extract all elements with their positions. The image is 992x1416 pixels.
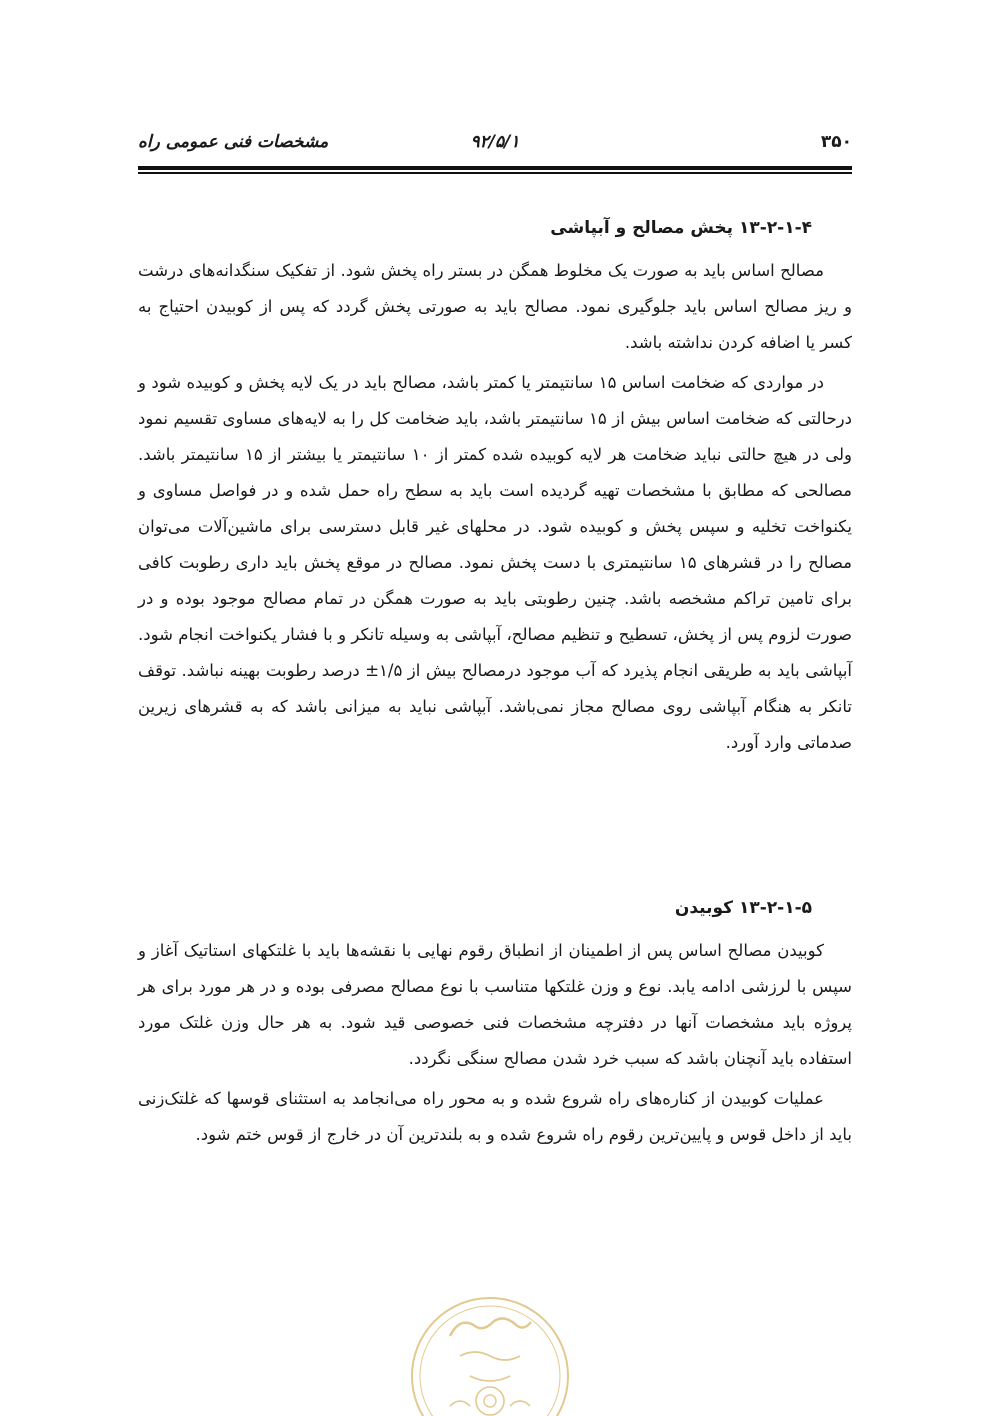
paragraph: مصالح اساس باید به صورت یک مخلوط همگن در بستر راه پخش شود. از تفکیک سنگدانه‌های درشت و ریز مصالح اساس باید جلوگیری نمود. مصالح باید به صورتی پخش گردد که پس از کوبیدن احتیاج به کسر یا اضافه کردن نداشته باشد.	[138, 261, 852, 352]
paragraph: کوبیدن مصالح اساس پس از اطمینان از انطباق رقوم نهایی با نقشه‌ها باید با غلتکهای استاتیک آغاز و سپس با لرزشی ادامه یابد. نوع و وزن غلتکها متناسب با نوع مصالح مصرفی بوده و در هر مورد برای هر پروژه باید مشخصات آنها در دفترچه مشخصات فنی خصوصی قید شود. به هر حال وزن غلتک مورد استفاده باید آنچنان باشد که سبب خرد شدن مصالح سنگی نگردد.	[138, 941, 852, 1068]
section-compaction	[138, 893, 852, 1153]
paragraph: عملیات کوبیدن از کناره‌های راه شروع شده و به محور راه می‌انجامد به استثنای قوسها که غلتک‌زنی باید از داخل قوس و پایین‌ترین رقوم راه شروع شده و به بلندترین آن در خارج از قوس ختم شود.	[138, 1089, 852, 1144]
header-title: مشخصات فنی عمومی راه	[138, 132, 329, 152]
seal-watermark	[390, 1276, 590, 1416]
paragraph: در مواردی که ضخامت اساس ۱۵ سانتیمتر یا کمتر باشد، مصالح باید در یک لایه پخش و کوبیده شود و درحالتی که ضخامت اساس بیش از ۱۵ سانتیمتر باشد، باید ضخامت کل را به لایه‌های مساوی تقسیم نمود ولی در هیچ حالتی نباید ضخامت هر لایه کوبیده شده کمتر از ۱۰ سانتیمتر یا بیشتر از ۱۵ سانتیمتر باشد. مصالحی که مطابق با مشخصات تهیه گردیده است باید به سطح راه حمل شده و در فواصل مساوی و یکنواخت تخلیه و سپس پخش و کوبیده شود. در محلهای غیر قابل دسترسی برای ماشین‌آلات می‌توان مصالح را در قشرهای ۱۵ سانتیمتری با دست پخش نمود. مصالح در موقع پخش باید داری رطوبت کافی برای تامین تراکم مشخصه باشد. چنین رطوبتی باید به صورت همگن در تمام مصالح موجود بوده و در صورت لزوم پس از پخش، تسطیح و تنظیم مصالح، آبپاشی به وسیله تانکر و با فشار یکنواخت انجام شود. آبپاشی باید به طریقی انجام پذیرد که آب موجود درمصالح بیش از ۱/۵± درصد رطوبت بهینه نباشد. توقف تانکر به هنگام آبپاشی روی مصالح مجاز نمی‌باشد. آبپاشی نباید به میزانی باشد که به قشرهای زیرین صدماتی وارد آورد.	[138, 373, 852, 752]
section-heading: ۱۳-۲-۱-۴ پخش مصالح و آبپاشی	[550, 218, 812, 238]
header-rule-thin	[138, 172, 852, 174]
page-number: ۳۵۰	[820, 132, 852, 152]
header-rule-thick	[138, 166, 852, 170]
section-spreading	[138, 213, 852, 761]
header-date: ۹۲/۵/۱	[470, 132, 520, 152]
page-header	[138, 128, 852, 164]
section-heading: ۱۳-۲-۱-۵ کوبیدن	[674, 898, 812, 918]
